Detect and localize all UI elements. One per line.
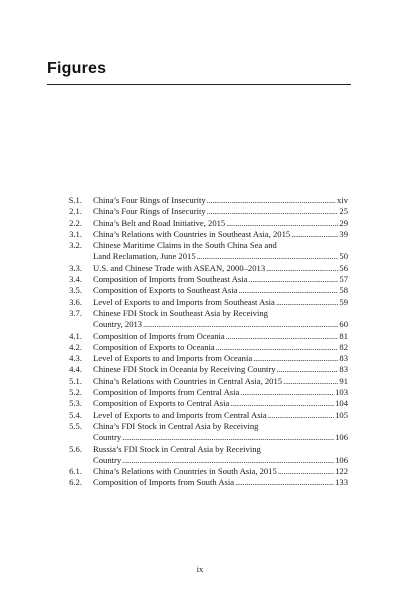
dot-leader (278, 466, 334, 477)
figure-title-line-2: Country (93, 454, 122, 465)
figure-number: 2.1. (69, 206, 82, 217)
figure-title-line-2: Country, 2013 (93, 319, 143, 330)
figure-list (0, 195, 400, 489)
figure-entry (0, 206, 400, 217)
dot-leader (268, 410, 334, 421)
dot-leader (238, 285, 338, 296)
figure-caption (93, 206, 348, 217)
figure-number: 5.3. (69, 398, 82, 409)
dot-leader (235, 477, 334, 488)
figure-entry (0, 364, 400, 375)
figure-caption (93, 274, 348, 285)
figure-title-line-1: Chinese FDI Stock in Southeast Asia by Receiving (93, 307, 268, 318)
figure-page: 105 (335, 409, 348, 420)
dot-leader (216, 342, 339, 353)
dot-leader (226, 331, 339, 342)
figure-title-line-2: Land Reclamation, June 2015 (93, 251, 196, 262)
dot-leader (291, 229, 338, 240)
dot-leader (240, 387, 334, 398)
figure-caption (93, 466, 348, 477)
figure-page: 103 (335, 387, 348, 398)
figure-caption (93, 477, 348, 488)
figure-caption (93, 308, 348, 331)
figure-caption (93, 342, 348, 353)
figure-title: Composition of Exports to Central Asia (93, 398, 230, 409)
figure-title-line-2: Country (93, 432, 122, 443)
figure-entry (0, 308, 400, 331)
figure-entry (0, 387, 400, 398)
figure-number: 3.1. (69, 228, 82, 239)
dot-leader (143, 319, 338, 330)
dot-leader (283, 376, 338, 387)
figure-title: Level of Exports to and Imports from Southeast Asia (93, 296, 275, 307)
dot-leader (277, 364, 339, 375)
figure-page: 104 (335, 398, 348, 409)
dot-leader (248, 274, 338, 285)
figure-caption (93, 387, 348, 398)
figure-caption (93, 376, 348, 387)
figure-number: 4.2. (69, 341, 82, 352)
figure-title: Composition of Exports to Southeast Asia (93, 285, 238, 296)
figure-caption (93, 398, 348, 409)
dot-leader (207, 195, 336, 206)
figure-title: U.S. and Chinese Trade with ASEAN, 2000–2013 (93, 262, 266, 273)
figure-title-line-1: China’s FDI Stock in Central Asia by Receiving (93, 420, 259, 431)
figure-caption (93, 353, 348, 364)
figure-caption (93, 218, 348, 229)
dot-leader (253, 353, 338, 364)
figure-number: 6.1. (69, 466, 82, 477)
figure-page: 56 (339, 262, 348, 273)
figure-number: 3.5. (69, 285, 82, 296)
figure-page: 60 (339, 319, 348, 330)
figure-title: China’s Belt and Road Initiative, 2015 (93, 217, 226, 228)
figure-page: 81 (339, 330, 348, 341)
page-title: Figures (47, 60, 107, 77)
figure-page: 58 (339, 285, 348, 296)
figure-title: China’s Relations with Countries in South Asia, 2015 (93, 466, 277, 477)
figure-entry (0, 218, 400, 229)
figure-title-line-1: Chinese Maritime Claims in the South China Sea and (93, 240, 277, 251)
dot-leader (122, 432, 334, 443)
figure-page: 83 (339, 364, 348, 375)
figure-entry (0, 477, 400, 488)
figure-title: China’s Relations with Countries in Southeast Asia, 2015 (93, 228, 291, 239)
figure-page: 106 (335, 454, 348, 465)
figure-number: 3.3. (69, 262, 82, 273)
figure-number: 3.6. (69, 296, 82, 307)
figure-number: 5.6. (69, 443, 82, 454)
figure-page: 59 (339, 296, 348, 307)
figure-caption (93, 297, 348, 308)
figure-number: 3.2. (69, 240, 82, 251)
figure-caption (93, 263, 348, 274)
figure-number: S.1. (68, 195, 82, 205)
dot-leader (207, 206, 339, 217)
figure-number: 4.1. (69, 330, 82, 341)
figure-number: 3.4. (69, 274, 82, 285)
figure-page: 29 (339, 217, 348, 228)
figure-page: 57 (339, 274, 348, 285)
figure-entry (0, 342, 400, 353)
figure-number: 5.5. (69, 420, 82, 431)
figure-caption (93, 364, 348, 375)
figure-title: Chinese FDI Stock in Oceania by Receiving Country (93, 364, 276, 375)
dot-leader (266, 263, 338, 274)
figure-page: 50 (339, 251, 348, 262)
figure-page: 133 (335, 477, 348, 488)
figure-entry (0, 195, 400, 206)
figure-title: China’s Four Rings of Insecurity (93, 195, 206, 205)
figure-number: 2.2. (69, 217, 82, 228)
figure-entry (0, 331, 400, 342)
figure-title-line-1: Russia’s FDI Stock in Central Asia by Receiving (93, 443, 261, 454)
figure-title: Composition of Imports from Southeast Asia (93, 274, 248, 285)
figure-title: China’s Relations with Countries in Central Asia, 2015 (93, 375, 283, 386)
figure-entry (0, 398, 400, 409)
figure-caption (93, 240, 348, 263)
figure-title: Level of Exports to and Imports from Central Asia (93, 409, 267, 420)
figure-caption (93, 410, 348, 421)
figure-number: 5.2. (69, 387, 82, 398)
figure-entry (0, 444, 400, 467)
figure-title: Composition of Imports from Central Asia (93, 387, 240, 398)
figure-page: 82 (339, 341, 348, 352)
figure-page: 83 (339, 353, 348, 364)
figure-entry (0, 353, 400, 364)
figure-caption (93, 331, 348, 342)
figure-entry (0, 229, 400, 240)
figure-title: China’s Four Rings of Insecurity (93, 206, 206, 217)
figure-entry (0, 285, 400, 296)
figure-number: 5.4. (69, 409, 82, 420)
dot-leader (122, 455, 334, 466)
figure-entry (0, 410, 400, 421)
heading-rule (47, 84, 351, 85)
figure-number: 4.4. (69, 364, 82, 375)
dot-leader (230, 398, 334, 409)
figure-number: 5.1. (69, 375, 82, 386)
figure-page: 106 (335, 432, 348, 443)
figure-entry (0, 297, 400, 308)
figure-caption (93, 285, 348, 296)
figure-caption (93, 444, 348, 467)
figure-entry (0, 376, 400, 387)
figure-title: Composition of Imports from Oceania (93, 330, 225, 341)
figure-page: xiv (337, 195, 348, 205)
figure-title: Level of Exports to and Imports from Oceania (93, 353, 253, 364)
dot-leader (197, 251, 339, 262)
figure-entry (0, 421, 400, 444)
figure-page: 39 (339, 228, 348, 239)
figure-number: 6.2. (69, 477, 82, 488)
figure-page: 25 (339, 206, 348, 217)
figure-caption (93, 229, 348, 240)
figure-caption (93, 195, 348, 206)
page-number: ix (196, 564, 204, 574)
figure-entry (0, 274, 400, 285)
figure-entry (0, 263, 400, 274)
figure-caption (93, 421, 348, 444)
figure-number: 4.3. (69, 353, 82, 364)
figure-entry (0, 240, 400, 263)
figure-page: 91 (339, 375, 348, 386)
figure-number: 3.7. (69, 307, 82, 318)
dot-leader (226, 218, 338, 229)
figure-page: 122 (335, 466, 348, 477)
figure-title: Composition of Exports to Oceania (93, 341, 215, 352)
figure-title: Composition of Imports from South Asia (93, 477, 235, 488)
figure-entry (0, 466, 400, 477)
dot-leader (276, 297, 339, 308)
